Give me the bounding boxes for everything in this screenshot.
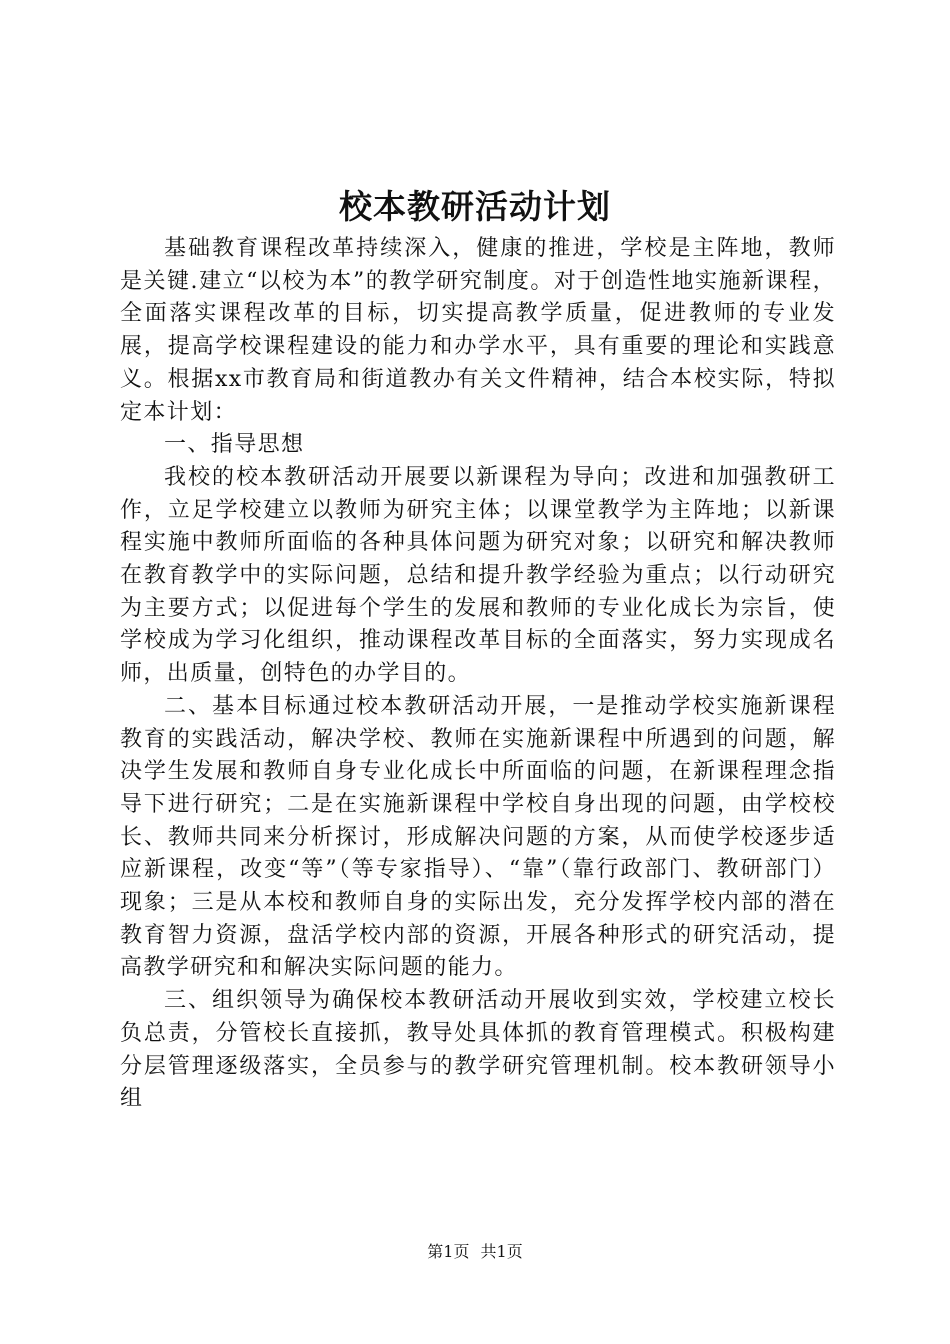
document-title: 校本教研活动计划 bbox=[339, 187, 611, 226]
document-body bbox=[120, 233, 836, 1116]
page-number-current: 第1页 bbox=[427, 1242, 470, 1261]
page-number-total: 共1页 bbox=[480, 1242, 523, 1261]
paragraph-intro: 基础教育课程改革持续深入，健康的推进，学校是主阵地，教师是关键.建立“以校为本”的教学研究制度。对于创造性地实施新课程，全面落实课程改革的目标，切实提高教学质量，促进教师的专业发展，提高学校课程建设的能力和办学水平，具有重要的理论和实践意义。根据xx市教育局和街道教办有关文件精神，结合本校实际，特拟定本计划： bbox=[120, 236, 836, 425]
paragraph-organization: 三、组织领导为确保校本教研活动开展收到实效，学校建立校长负总责，分管校长直接抓，教导处具体抓的教育管理模式。积极构建分层管理逐级落实，全员参与的教学研究管理机制。校本教研领导小组 bbox=[120, 988, 836, 1112]
section-heading-guiding-ideology: 一、指导思想 bbox=[164, 432, 305, 458]
page-footer bbox=[0, 1240, 950, 1264]
paragraph-guiding-ideology: 我校的校本教研活动开展要以新课程为导向；改进和加强教研工作，立足学校建立以教师为研究主体；以课堂教学为主阵地；以新课程实施中教师所面临的各种具体问题为研究对象；以研究和解决教师在教育教学中的实际问题，总结和提升教学经验为重点；以行动研究为主要方式；以促进每个学生的发展和教师的专业化成长为宗旨，使学校成为学习化组织，推动课程改革目标的全面落实，努力实现成名师，出质量，创特色的办学目的。 bbox=[120, 464, 836, 687]
paragraph-basic-goals: 二、基本目标通过校本教研活动开展，一是推动学校实施新课程教育的实践活动，解决学校、教师在实施新课程中所遇到的问题，解决学生发展和教师自身专业化成长中所面临的问题，在新课程理念指导下进行研究；二是在实施新课程中学校自身出现的问题，由学校校长、教师共同来分析探讨，形成解决问题的方案，从而使学校逐步适应新课程，改变“等”（等专家指导）、“靠”（靠行政部门、教研部门）现象；三是从本校和教师自身的实际出发，充分发挥学校内部的潜在教育智力资源，盘活学校内部的资源，开展各种形式的研究活动，提高教学研究和和解决实际问题的能力。 bbox=[120, 693, 836, 981]
